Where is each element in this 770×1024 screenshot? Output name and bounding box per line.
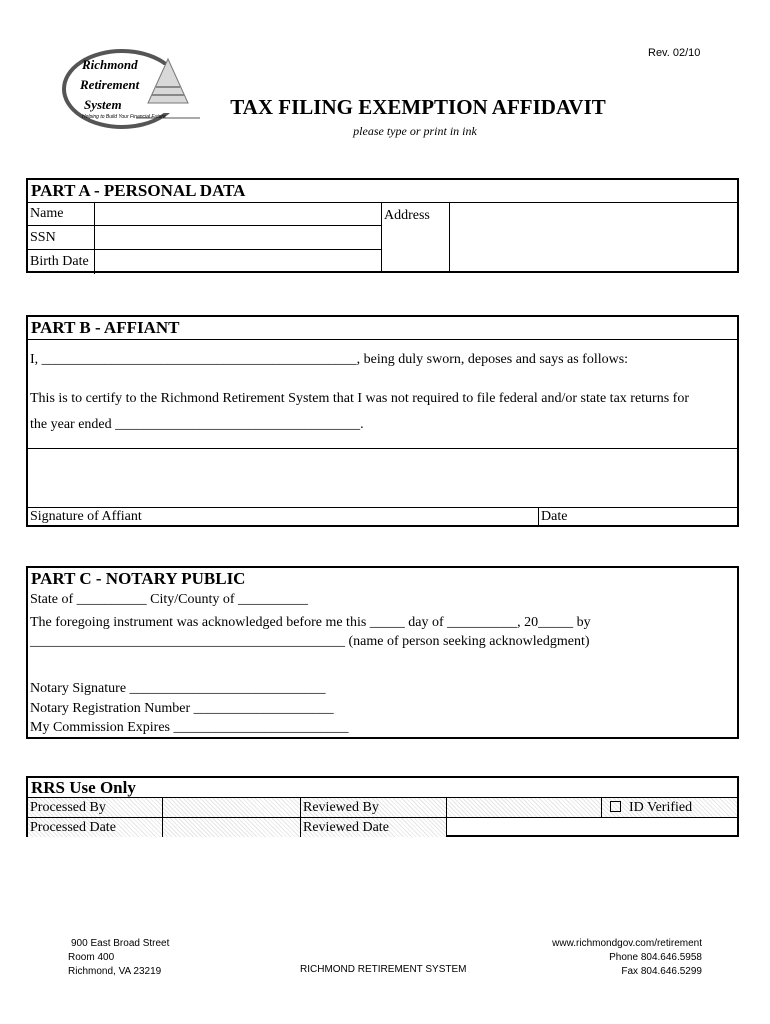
processed-by-field[interactable] — [163, 798, 301, 817]
ssn-label: SSN — [28, 226, 95, 249]
address-label: Address — [382, 203, 450, 272]
state-county-line: State of __________ City/County of __________ — [30, 592, 309, 607]
notary-registration-line: Notary Registration Number ____________________ — [30, 701, 334, 716]
processed-date-field[interactable] — [163, 818, 301, 837]
name-label: Name — [28, 203, 95, 225]
birth-date-label: Birth Date — [28, 250, 95, 274]
footer-phone: Phone 804.646.5958 — [609, 952, 702, 963]
id-verified-checkbox[interactable] — [610, 801, 621, 812]
processed-by-label: Processed By — [28, 798, 163, 817]
footer-address — [68, 937, 169, 979]
commission-expires-line: My Commission Expires _________________________ — [30, 720, 349, 735]
part-b-section — [26, 315, 739, 527]
date-label: Date — [541, 509, 568, 524]
acknowledged-line: The foregoing instrument was acknowledged before me this _____ day of __________, 20_____ by — [30, 615, 591, 630]
id-verified-item — [602, 798, 737, 817]
footer-address-line2: Room 400 — [68, 952, 115, 963]
year-ended-line: the year ended ___________________________________. — [30, 417, 364, 432]
footer-contact — [520, 937, 702, 979]
processed-date-label: Processed Date — [28, 818, 163, 837]
footer-address-line3: Richmond, VA 23219 — [68, 966, 162, 977]
logo-tagline: Helping to Build Your Financial Future — [82, 114, 166, 120]
rrs-heading: RRS Use Only — [28, 778, 737, 798]
reviewed-by-label: Reviewed By — [301, 798, 447, 817]
ssn-field[interactable] — [95, 226, 381, 249]
signature-area[interactable] — [28, 448, 737, 508]
revision-label: Rev. 02/10 — [648, 47, 701, 59]
rrs-logo — [60, 45, 210, 130]
notary-signature-line: Notary Signature ____________________________ — [30, 681, 326, 696]
page-title: TAX FILING EXEMPTION AFFIDAVIT — [230, 95, 606, 119]
part-a-section — [26, 178, 739, 273]
id-verified-label: ID Verified — [629, 800, 693, 815]
logo-line2: Retirement — [80, 77, 140, 92]
part-c-section — [26, 566, 739, 739]
logo-line3: System — [84, 97, 122, 112]
affiant-sworn-line: I, _____________________________________________, being duly sworn, deposes and says as follows: — [30, 352, 629, 367]
rrs-use-section — [26, 776, 739, 837]
logo-line1: Richmond — [82, 57, 138, 72]
part-a-heading: PART A - PERSONAL DATA — [28, 180, 737, 203]
footer-address-line1: 900 East Broad Street — [71, 938, 170, 949]
person-name-line: _____________________________________________ (name of person seeking acknowledgment) — [30, 634, 590, 649]
certification-text: This is to certify to the Richmond Retirement System that I was not required to file federal and/or state tax returns for — [30, 391, 689, 406]
reviewed-date-field[interactable] — [447, 818, 737, 837]
footer-org-name: RICHMOND RETIREMENT SYSTEM — [300, 964, 467, 975]
address-field[interactable] — [450, 203, 737, 272]
reviewed-by-field[interactable] — [447, 798, 602, 817]
part-b-heading: PART B - AFFIANT — [28, 317, 737, 340]
footer-fax: Fax 804.646.5299 — [621, 966, 702, 977]
part-c-heading: PART C - NOTARY PUBLIC — [31, 569, 246, 588]
page-subtitle: please type or print in ink — [353, 124, 477, 138]
reviewed-date-label: Reviewed Date — [301, 818, 447, 837]
footer-website: www.richmondgov.com/retirement — [552, 938, 702, 949]
signature-label: Signature of Affiant — [28, 508, 539, 526]
name-field[interactable] — [95, 203, 381, 225]
birth-date-field[interactable] — [95, 250, 381, 274]
